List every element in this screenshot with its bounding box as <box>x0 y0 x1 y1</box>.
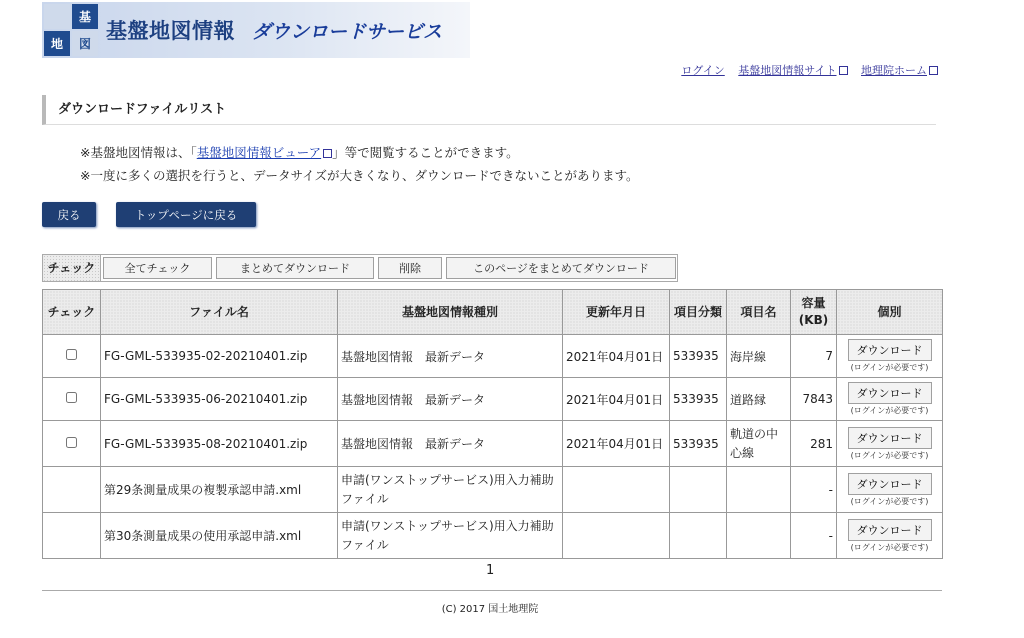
login-required-note: (ログインが必要です) <box>850 363 929 372</box>
check-cell <box>43 467 101 513</box>
external-link-icon <box>839 66 848 75</box>
table-row <box>43 335 943 378</box>
code-cell: 533935 <box>670 378 727 421</box>
table-row <box>43 378 943 421</box>
col-header-code: 項目分類 <box>670 290 727 335</box>
table-row <box>43 513 943 559</box>
date-cell <box>563 467 670 513</box>
size-cell: 7843 <box>791 378 837 421</box>
table-header-row <box>43 290 943 335</box>
gsi-home-link[interactable] <box>861 64 938 77</box>
download-cell <box>837 378 943 421</box>
row-checkbox[interactable] <box>66 392 77 403</box>
col-header-filename: ファイル名 <box>101 290 338 335</box>
date-cell: 2021年04月01日 <box>563 421 670 467</box>
page-title: ダウンロードファイルリスト <box>42 95 936 125</box>
item-cell: 海岸線 <box>727 335 791 378</box>
col-header-date: 更新年月日 <box>563 290 670 335</box>
item-cell <box>727 467 791 513</box>
filename-cell: FG-GML-533935-06-20210401.zip <box>101 378 338 421</box>
date-cell: 2021年04月01日 <box>563 335 670 378</box>
check-cell <box>43 421 101 467</box>
item-cell: 軌道の中心線 <box>727 421 791 467</box>
code-cell: 533935 <box>670 335 727 378</box>
col-header-check: チェック <box>43 290 101 335</box>
site-logo <box>44 4 98 56</box>
logo-char: 地 <box>44 31 70 56</box>
page-download-button[interactable]: このページをまとめてダウンロード <box>446 257 676 279</box>
row-checkbox[interactable] <box>66 437 77 448</box>
top-links <box>671 62 938 78</box>
viewer-link-label: 基盤地図情報ビューア <box>196 145 322 160</box>
logo-char: 図 <box>72 31 98 56</box>
col-header-item: 項目名 <box>727 290 791 335</box>
table-row <box>43 467 943 513</box>
code-cell <box>670 513 727 559</box>
row-checkbox[interactable] <box>66 349 77 360</box>
footer-copyright: (C) 2017 国土地理院 <box>441 604 539 615</box>
site-banner <box>42 2 470 58</box>
size-cell: 281 <box>791 421 837 467</box>
col-header-type: 基盤地図情報種別 <box>338 290 563 335</box>
bulk-download-button[interactable]: まとめてダウンロード <box>216 257 374 279</box>
type-cell: 基盤地図情報 最新データ <box>338 421 563 467</box>
login-required-note: (ログインが必要です) <box>850 406 929 415</box>
type-cell: 基盤地図情報 最新データ <box>338 335 563 378</box>
external-link-icon <box>323 149 332 158</box>
viewer-note-suffix: 」等で閲覧することができます。 <box>332 145 519 160</box>
col-header-size-label: 容量 <box>801 296 826 310</box>
item-cell <box>727 513 791 559</box>
site-subtitle: ダウンロードサービス <box>252 21 443 43</box>
top-page-button[interactable]: トップページに戻る <box>116 202 256 227</box>
size-cell: - <box>791 467 837 513</box>
filename-cell: 第30条測量成果の使用承認申請.xml <box>101 513 338 559</box>
file-table <box>42 289 943 559</box>
date-cell: 2021年04月01日 <box>563 378 670 421</box>
type-cell: 申請(ワンストップサービス)用入力補助ファイル <box>338 467 563 513</box>
bulk-action-bar <box>42 254 678 282</box>
viewer-link[interactable] <box>197 145 332 160</box>
type-cell: 申請(ワンストップサービス)用入力補助ファイル <box>338 513 563 559</box>
size-cell: - <box>791 513 837 559</box>
login-required-note: (ログインが必要です) <box>850 450 929 460</box>
logo-char: 基 <box>72 4 98 29</box>
site-title: 基盤地図情報 <box>106 19 235 43</box>
filename-cell: 第29条測量成果の複製承認申請.xml <box>101 467 338 513</box>
download-button[interactable]: ダウンロード <box>848 382 932 404</box>
download-cell <box>837 467 943 513</box>
col-header-size-unit: (KB) <box>798 313 829 327</box>
download-cell <box>837 513 943 559</box>
download-button[interactable]: ダウンロード <box>848 339 932 361</box>
type-cell: 基盤地図情報 最新データ <box>338 378 563 421</box>
item-cell: 道路縁 <box>727 378 791 421</box>
viewer-note <box>80 143 519 161</box>
download-button[interactable]: ダウンロード <box>848 473 932 495</box>
col-header-size <box>791 290 837 335</box>
check-cell <box>43 335 101 378</box>
download-button[interactable]: ダウンロード <box>848 427 932 449</box>
download-button[interactable]: ダウンロード <box>848 519 932 541</box>
logo-square <box>44 4 70 29</box>
login-required-note: (ログインが必要です) <box>850 496 929 506</box>
page-number[interactable]: 1 <box>486 563 495 578</box>
size-cell: 7 <box>791 335 837 378</box>
gsi-home-link-label: 地理院ホーム <box>861 64 927 77</box>
viewer-note-prefix: ※基盤地図情報は、「 <box>80 145 197 160</box>
filename-cell: FG-GML-533935-02-20210401.zip <box>101 335 338 378</box>
code-cell: 533935 <box>670 421 727 467</box>
size-warning-note: ※一度に多くの選択を行うと、データサイズが大きくなり、ダウンロードできないことがあります。 <box>80 168 639 183</box>
back-button[interactable]: 戻る <box>42 202 96 227</box>
filename-cell: FG-GML-533935-08-20210401.zip <box>101 421 338 467</box>
login-required-note: (ログインが必要です) <box>850 542 929 552</box>
download-cell <box>837 335 943 378</box>
delete-button[interactable]: 削除 <box>378 257 442 279</box>
date-cell <box>563 513 670 559</box>
footer-divider <box>42 590 942 591</box>
col-header-individual: 個別 <box>837 290 943 335</box>
code-cell <box>670 467 727 513</box>
download-cell <box>837 421 943 467</box>
login-link[interactable]: ログイン <box>681 64 725 77</box>
fgd-site-link-label: 基盤地図情報サイト <box>738 64 837 77</box>
external-link-icon <box>929 66 938 75</box>
action-bar-label: チェック <box>43 255 101 281</box>
table-row <box>43 421 943 467</box>
check-cell <box>43 513 101 559</box>
check-cell <box>43 378 101 421</box>
check-all-button[interactable]: 全てチェック <box>103 257 212 279</box>
fgd-site-link[interactable] <box>738 64 847 77</box>
